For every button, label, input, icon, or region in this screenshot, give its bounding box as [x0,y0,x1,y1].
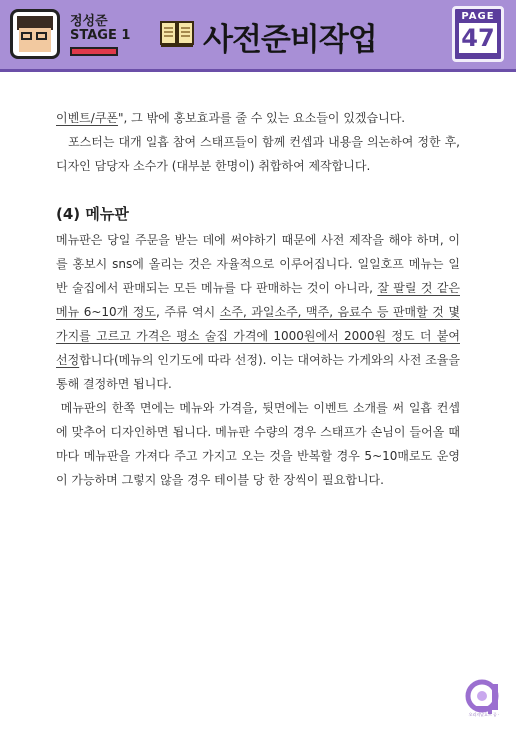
page-body [56,106,460,492]
paragraph-text: 합니다(메뉴의 인기도에 따라 선정). 이는 대여하는 가게와의 사전 조율을 통해 결정하면 됩니다. [56,353,460,391]
avatar [10,9,60,59]
paragraph-text: 메뉴판의 한쪽 면에는 메뉴와 가격을, 뒷면에는 이벤트 소개를 써 일흡 컨셉에 맞추어 디자인하면 됩니다. 메뉴판 수량의 경우 스태프가 손님이 들어올 때마다 메뉴판을 가져다 주고 가지고 오는 것을 반복할 경우 5~10매로도 운영이 가능하며 그렇지 않을 경우 테이블 당 한 장씩이 필요합니다. [56,401,460,487]
page-label: PAGE [461,11,495,22]
stage-label: STAGE 1 [70,28,131,43]
underlined-text: 소주, 과일소주, 맥주, 음료수 등 판매할 것 몇 가지를 고르고 가격은 평소 술집 가격에 1000원에서 2000원 정도 더 붙여 선정 [56,305,460,367]
underlined-text: 잘 팔릴 것 같은 메뉴 6~10개 정도 [56,281,460,319]
page-badge [452,6,504,62]
page-number: 47 [459,23,497,53]
section-title: 사전준비작업 [203,22,377,58]
logo-caption: 오리지날호프 공 · [468,712,500,717]
hp-bar-fill [72,49,116,54]
paragraph-text: 포스터는 대개 일흡 참여 스태프들이 함께 컨셉과 내용을 의논하여 정한 후, 디자인 담당자 소수가 (대부분 한명이) 취합하여 제작합니다. [56,135,460,173]
paragraph-menu [56,228,460,396]
paragraph-text: , 주류 역시 [155,305,220,319]
paragraph-text: ", 그 밖에 홍보효과를 줄 수 있는 요소들이 있겠습니다. [118,111,406,125]
page-header [0,0,516,72]
paragraph-coupon [56,106,460,130]
section-heading-menu: (4) 메뉴판 [56,205,129,223]
underlined-text: 이벤트/쿠폰 [56,111,119,125]
hp-bar [70,47,118,56]
paragraph-menu-design [56,396,460,492]
player-name: 정성준 [70,14,108,29]
paragraph-poster [56,130,460,178]
paragraph-text: 메뉴판은 당일 주문을 받는 데에 써야하기 때문에 사전 제작을 해야 하며, 이를 홍보시 sns에 올리는 것은 자율적으로 이루어집니다. 일일호프 메뉴는 일반 술집에서 판매되는 모든 메뉴를 다 판매하는 것이 아니라, [56,233,460,295]
book-icon [160,20,194,48]
